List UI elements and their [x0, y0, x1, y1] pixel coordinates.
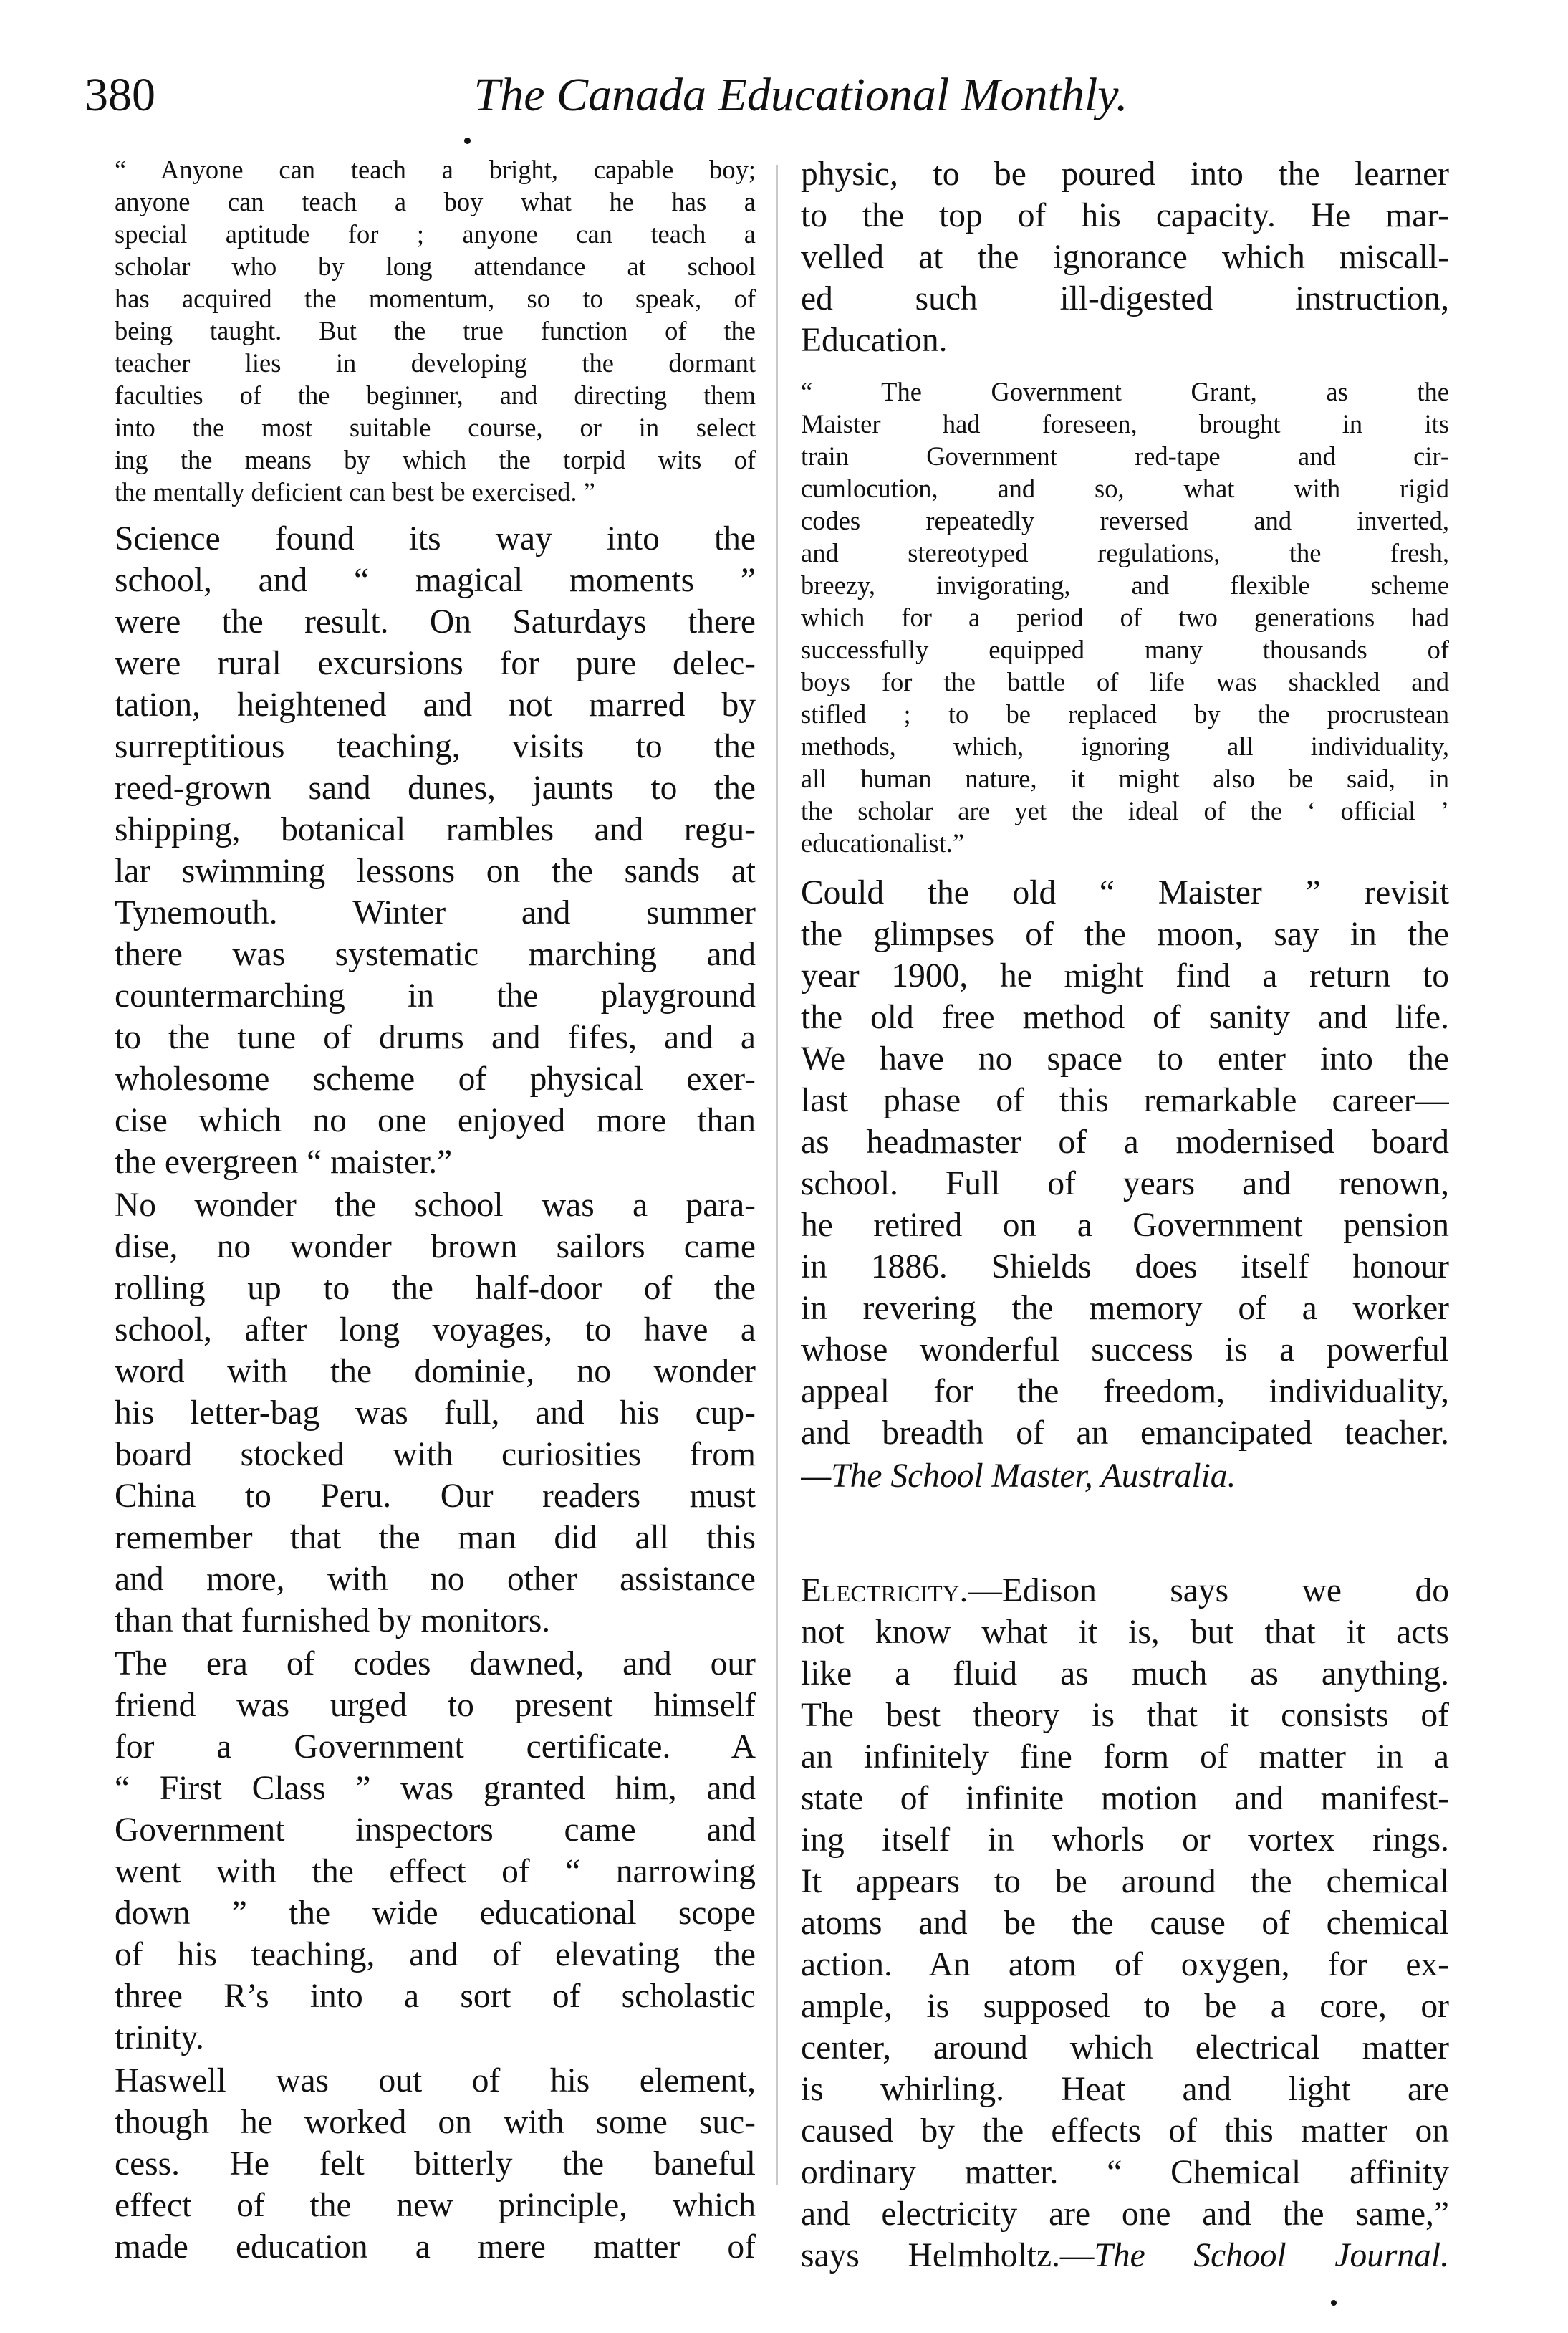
text-line: “ The Government Grant, as the [801, 377, 1449, 406]
paragraph [801, 153, 1449, 361]
text-line: went with the effect of “ narrowing [115, 1853, 756, 1890]
text-line: China to Peru. Our readers must [115, 1477, 756, 1515]
text-line: school, after long voyages, to have a [115, 1311, 756, 1348]
text-line: has acquired the momentum, so to speak, of [115, 284, 756, 313]
text-line: Science found its way into the [115, 520, 756, 557]
text-line: boys for the battle of life was shackled and [801, 667, 1449, 696]
text-line: reed-grown sand dunes, jaunts to the [115, 770, 756, 807]
source-attribution [801, 1455, 1449, 1497]
text-line: an infinitely fine form of matter in a [801, 1738, 1449, 1776]
text-line: shipping, botanical rambles and regu- [115, 811, 756, 848]
text-line: countermarching in the playground [115, 977, 756, 1015]
text-line: appeal for the freedom, individuality, [801, 1373, 1449, 1410]
text-line: ing the means by which the torpid wits of [115, 445, 756, 474]
text-line: school. Full of years and renown, [801, 1165, 1449, 1202]
text-line: Education. [801, 322, 948, 359]
text-line: the glimpses of the moon, say in the [801, 916, 1449, 953]
text-line: and electricity are one and the same,” [801, 2195, 1449, 2233]
text-line: the scholar are yet the ideal of the ‘ official ’ [801, 796, 1449, 825]
inline-text: —Edison says we do [968, 1572, 1449, 1609]
text-line: “ Anyone can teach a bright, capable boy; [115, 155, 756, 184]
text-line: teacher lies in developing the dormant [115, 348, 756, 378]
text-line: remember that the man did all this [115, 1519, 756, 1556]
text-line: were rural excursions for pure delec- [115, 645, 756, 682]
text-line: surreptitious teaching, visits to the [115, 728, 756, 765]
right-column [801, 153, 1449, 2278]
paragraph [801, 872, 1449, 1454]
text-line: successfully equipped many thousands of [801, 635, 1449, 664]
text-line: atoms and be the cause of chemical [801, 1905, 1449, 1942]
text-line: were the result. On Saturdays there [115, 603, 756, 641]
page-number: 380 [85, 69, 155, 121]
text-line: being taught. But the true function of the [115, 316, 756, 345]
text-line: for a Government certificate. A [115, 1728, 756, 1766]
text-line: as headmaster of a modernised board [801, 1124, 1449, 1161]
text-line: cumlocution, and so, what with rigid [801, 474, 1449, 503]
section-heading: Electricity. [801, 1572, 968, 1609]
text-line: than that furnished by monitors. [115, 1602, 551, 1639]
text-line [801, 1570, 1449, 1611]
text-line: in 1886. Shields does itself honour [801, 1248, 1449, 1285]
text-line: train Government red-tape and cir- [801, 441, 1449, 471]
text-line: ed such ill-digested instruction, [801, 280, 1449, 317]
text-line: It appears to be around the chemical [801, 1863, 1449, 1900]
text-line: the evergreen “ maister.” [115, 1144, 453, 1181]
text-line: dise, no wonder brown sailors came [115, 1228, 756, 1265]
text-line: anyone can teach a boy what he has a [115, 187, 756, 216]
text-line: cess. He felt bitterly the baneful [115, 2145, 756, 2183]
quote-block [115, 153, 756, 508]
text-line: the old free method of sanity and life. [801, 999, 1449, 1036]
text-line: he retired on a Government pension [801, 1207, 1449, 1244]
text-line: ample, is supposed to be a core, or [801, 1988, 1449, 2025]
inline-text: says Helmholtz.— [801, 2237, 1095, 2274]
text-line: and stereotyped regulations, the fresh, [801, 538, 1449, 567]
text-line [801, 2235, 1449, 2276]
text-line: We have no space to enter into the [801, 1040, 1449, 1078]
printer-dot-mark [1331, 2300, 1337, 2306]
text-line: whose wonderful success is a powerful [801, 1331, 1449, 1369]
text-line: Could the old “ Maister ” revisit [801, 874, 1449, 911]
text-line: caused by the effects of this matter on [801, 2112, 1449, 2150]
text-line: year 1900, he might find a return to [801, 957, 1449, 995]
text-line: lar swimming lessons on the sands at [115, 853, 756, 890]
text-line: which for a period of two generations had [801, 603, 1449, 632]
text-line: Haswell was out of his element, [115, 2062, 756, 2099]
text-line: word with the dominie, no wonder [115, 1353, 756, 1390]
left-column [115, 153, 756, 2269]
text-line: stifled ; to be replaced by the procrustean [801, 699, 1449, 729]
paragraph [115, 1643, 756, 2059]
text-line: all human nature, it might also be said, in [801, 764, 1449, 793]
text-line: school, and “ magical moments ” [115, 562, 756, 599]
text-line: like a fluid as much as anything. [801, 1655, 1449, 1692]
text-line: state of infinite motion and manifest- [801, 1780, 1449, 1817]
text-line: faculties of the beginner, and directing them [115, 380, 756, 410]
paragraph [115, 2060, 756, 2268]
running-title: The Canada Educational Monthly. [473, 69, 1128, 121]
text-line: No wonder the school was a para- [115, 1187, 756, 1224]
text-line: “ First Class ” was granted him, and [115, 1770, 756, 1807]
text-line: last phase of this remarkable career— [801, 1082, 1449, 1119]
printer-dot-mark [464, 138, 471, 144]
text-line: wholesome scheme of physical exer- [115, 1060, 756, 1098]
text-line: board stocked with curiosities from [115, 1436, 756, 1473]
text-line: and breadth of an emancipated teacher. [801, 1414, 1449, 1452]
text-line: center, around which electrical matter [801, 2029, 1449, 2066]
paragraph-electricity [801, 1570, 1449, 2276]
attribution-line: —The School Master, Australia. [801, 1457, 1236, 1495]
text-line: the mentally deficient can best be exercised. ” [115, 477, 595, 507]
text-line: trinity. [115, 2019, 204, 2056]
text-line: to the tune of drums and fifes, and a [115, 1019, 756, 1056]
text-line: down ” the wide educational scope [115, 1894, 756, 1932]
quote-block [801, 375, 1449, 859]
text-line: action. An atom of oxygen, for ex- [801, 1946, 1449, 1983]
text-line: not know what it is, but that it acts [801, 1614, 1449, 1651]
text-line: methods, which, ignoring all individuality, [801, 732, 1449, 761]
text-line: breezy, invigorating, and flexible scheme [801, 570, 1449, 600]
text-line: tation, heightened and not marred by [115, 686, 756, 724]
text-line: of his teaching, and of elevating the [115, 1936, 756, 1973]
text-line: though he worked on with some suc- [115, 2104, 756, 2141]
page-header [85, 56, 1467, 135]
text-line: there was systematic marching and [115, 936, 756, 973]
text-line: educationalist.” [801, 828, 965, 858]
text-line: The best theory is that it consists of [801, 1697, 1449, 1734]
text-line: his letter-bag was full, and his cup- [115, 1394, 756, 1432]
text-line: ordinary matter. “ Chemical affinity [801, 2154, 1449, 2191]
text-line: friend was urged to present himself [115, 1687, 756, 1724]
text-line: cise which no one enjoyed more than [115, 1102, 756, 1139]
paragraph [115, 1184, 756, 1642]
text-line: scholar who by long attendance at school [115, 251, 756, 281]
column-divider [776, 165, 778, 2185]
paragraph [115, 518, 756, 1183]
section-gap [801, 1498, 1449, 1570]
text-line: and more, with no other assistance [115, 1561, 756, 1598]
text-line: codes repeatedly reversed and inverted, [801, 506, 1449, 535]
text-line: velled at the ignorance which miscall- [801, 239, 1449, 276]
text-line: made education a mere matter of [115, 2228, 756, 2266]
text-line: three R’s into a sort of scholastic [115, 1978, 756, 2015]
text-line: physic, to be poured into the learner [801, 155, 1449, 193]
text-line: The era of codes dawned, and our [115, 1645, 756, 1682]
text-line: Tynemouth. Winter and summer [115, 894, 756, 931]
text-line: into the most suitable course, or in select [115, 413, 756, 442]
text-line: effect of the new principle, which [115, 2187, 756, 2224]
text-line: Maister had foreseen, brought in its [801, 409, 1449, 439]
text-line: is whirling. Heat and light are [801, 2071, 1449, 2108]
text-line: in revering the memory of a worker [801, 1290, 1449, 1327]
source-title: The School Journal. [1094, 2237, 1449, 2274]
text-line: to the top of his capacity. He mar- [801, 197, 1449, 234]
text-line: Government inspectors came and [115, 1811, 756, 1849]
text-line: rolling up to the half-door of the [115, 1270, 756, 1307]
text-line: special aptitude for ; anyone can teach a [115, 219, 756, 249]
text-line: ing itself in whorls or vortex rings. [801, 1821, 1449, 1859]
